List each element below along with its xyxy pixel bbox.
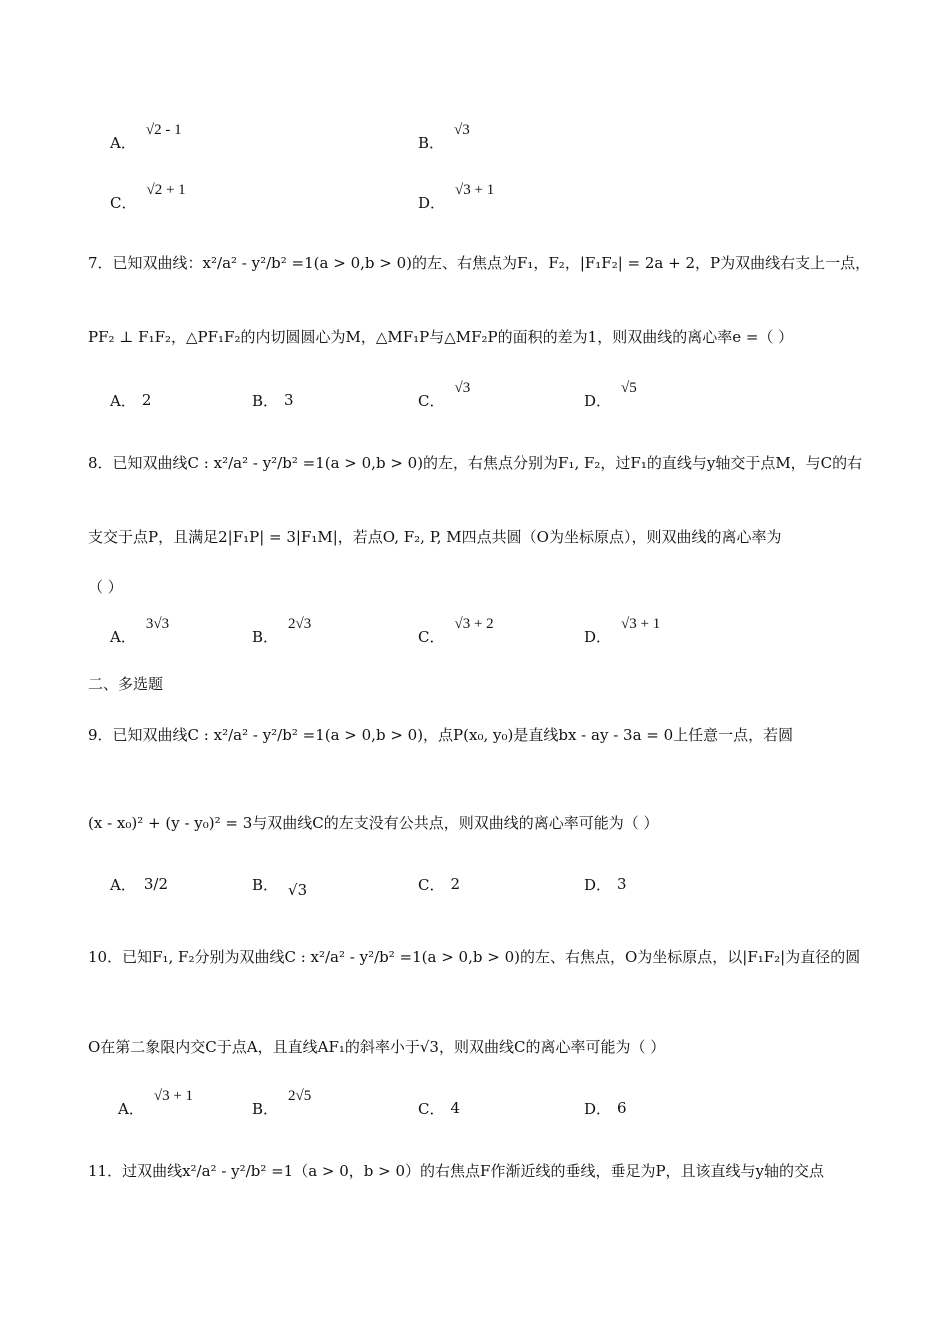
option-value: √3	[454, 122, 470, 138]
option-label: C．	[110, 194, 137, 212]
option-value: √3 + 1	[153, 1088, 194, 1104]
q10-option-c	[418, 1098, 460, 1119]
option-value: 3/2	[143, 875, 168, 893]
option-label: B．	[252, 876, 279, 894]
q7-line-1: 7．已知双曲线：x²/a² - y²/b² =1(a > 0,b > 0)的左、右焦点为F₁，F₂，|F₁F₂| = 2a + 2，P为双曲线右支上一点，	[88, 254, 871, 272]
q6-option-c	[110, 182, 186, 213]
q11-line-1: 11．过双曲线x²/a² - y²/b² =1（a > 0，b > 0）的右焦点F作渐近线的垂线，垂足为P，且该直线与y轴的交点	[88, 1162, 825, 1180]
q7-option-d	[584, 380, 637, 411]
q9-option-c	[418, 874, 460, 895]
option-label: D．	[584, 392, 612, 410]
q10-option-b	[252, 1088, 312, 1119]
option-value: 2√5	[288, 1088, 312, 1104]
option-label: D．	[584, 876, 612, 894]
q7-line-2: PF₂ ⊥ F₁F₂，△PF₁F₂的内切圆圆心为M，△MF₁P与△MF₂P的面积的差为1，则双曲线的离心率e =（ ）	[88, 328, 794, 346]
option-label: A．	[110, 628, 136, 646]
option-value: 3√3	[145, 616, 170, 632]
option-value: √3	[288, 881, 308, 899]
option-label: C．	[418, 392, 445, 410]
q10-line-2: O在第二象限内交C于点A，且直线AF₁的斜率小于√3，则双曲线C的离心率可能为（ ）	[88, 1038, 666, 1056]
q8-option-d	[584, 616, 661, 647]
option-label: D．	[584, 1100, 612, 1118]
q8-option-c	[418, 616, 494, 647]
option-value: √2 - 1	[145, 122, 182, 138]
option-label: D．	[418, 194, 446, 212]
option-value: √2 + 1	[146, 182, 186, 198]
option-label: B．	[252, 392, 279, 410]
option-value: √3 + 1	[455, 182, 495, 198]
option-value: 2	[450, 875, 461, 893]
q10-option-a	[118, 1088, 194, 1119]
option-label: C．	[418, 1100, 445, 1118]
option-label: B．	[252, 1100, 279, 1118]
q7-option-b	[252, 390, 294, 411]
option-value: √3	[454, 380, 471, 396]
q6-option-a	[110, 122, 182, 153]
q7-option-a	[110, 390, 151, 411]
q9-line-2: (x - x₀)² + (y - y₀)² = 3与双曲线C的左支没有公共点，则双曲线的离心率可能为（ ）	[88, 814, 659, 832]
q8-line-2: 支交于点P，且满足2|F₁P| = 3|F₁M|，若点O, F₂, P, M四点共圆（O为坐标原点），则双曲线的离心率为	[88, 528, 782, 546]
option-value: √3 + 1	[621, 616, 661, 632]
q6-option-d	[418, 182, 495, 213]
q8-option-a	[110, 616, 170, 647]
q8-line-3: （ ）	[88, 578, 123, 596]
q9-option-b	[252, 874, 308, 899]
q9-option-d	[584, 874, 627, 895]
q9-option-a	[110, 874, 168, 895]
option-value: 2	[141, 391, 152, 409]
option-label: A．	[110, 392, 136, 410]
option-value: 3	[617, 875, 627, 893]
q8-line-1: 8．已知双曲线C : x²/a² - y²/b² =1(a > 0,b > 0)的左，右焦点分别为F₁, F₂，过F₁的直线与y轴交于点M，与C的右	[88, 454, 863, 472]
option-value: 6	[617, 1099, 627, 1117]
option-value: 3	[284, 391, 294, 409]
option-label: A．	[118, 1100, 144, 1118]
option-label: B．	[418, 134, 445, 152]
section-heading: 二、多选题	[88, 675, 164, 693]
q10-line-1: 10．已知F₁, F₂分别为双曲线C : x²/a² - y²/b² =1(a > 0,b > 0)的左、右焦点，O为坐标原点，以|F₁F₂|为直径的圆	[88, 948, 861, 966]
q8-option-b	[252, 616, 312, 647]
option-value: 4	[450, 1099, 461, 1117]
q6-option-b	[418, 122, 470, 153]
option-value: 2√3	[288, 616, 312, 632]
option-label: A．	[110, 876, 136, 894]
option-label: D．	[584, 628, 612, 646]
option-value: √5	[621, 380, 637, 396]
q7-option-c	[418, 380, 471, 411]
q10-option-d	[584, 1098, 627, 1119]
option-label: C．	[418, 876, 445, 894]
option-label: A．	[110, 134, 136, 152]
option-label: C．	[418, 628, 445, 646]
q9-line-1: 9．已知双曲线C : x²/a² - y²/b² =1(a > 0,b > 0)，点P(x₀, y₀)是直线bx - ay - 3a = 0上任意一点，若圆	[88, 726, 794, 744]
option-label: B．	[252, 628, 279, 646]
option-value: √3 + 2	[454, 616, 494, 632]
